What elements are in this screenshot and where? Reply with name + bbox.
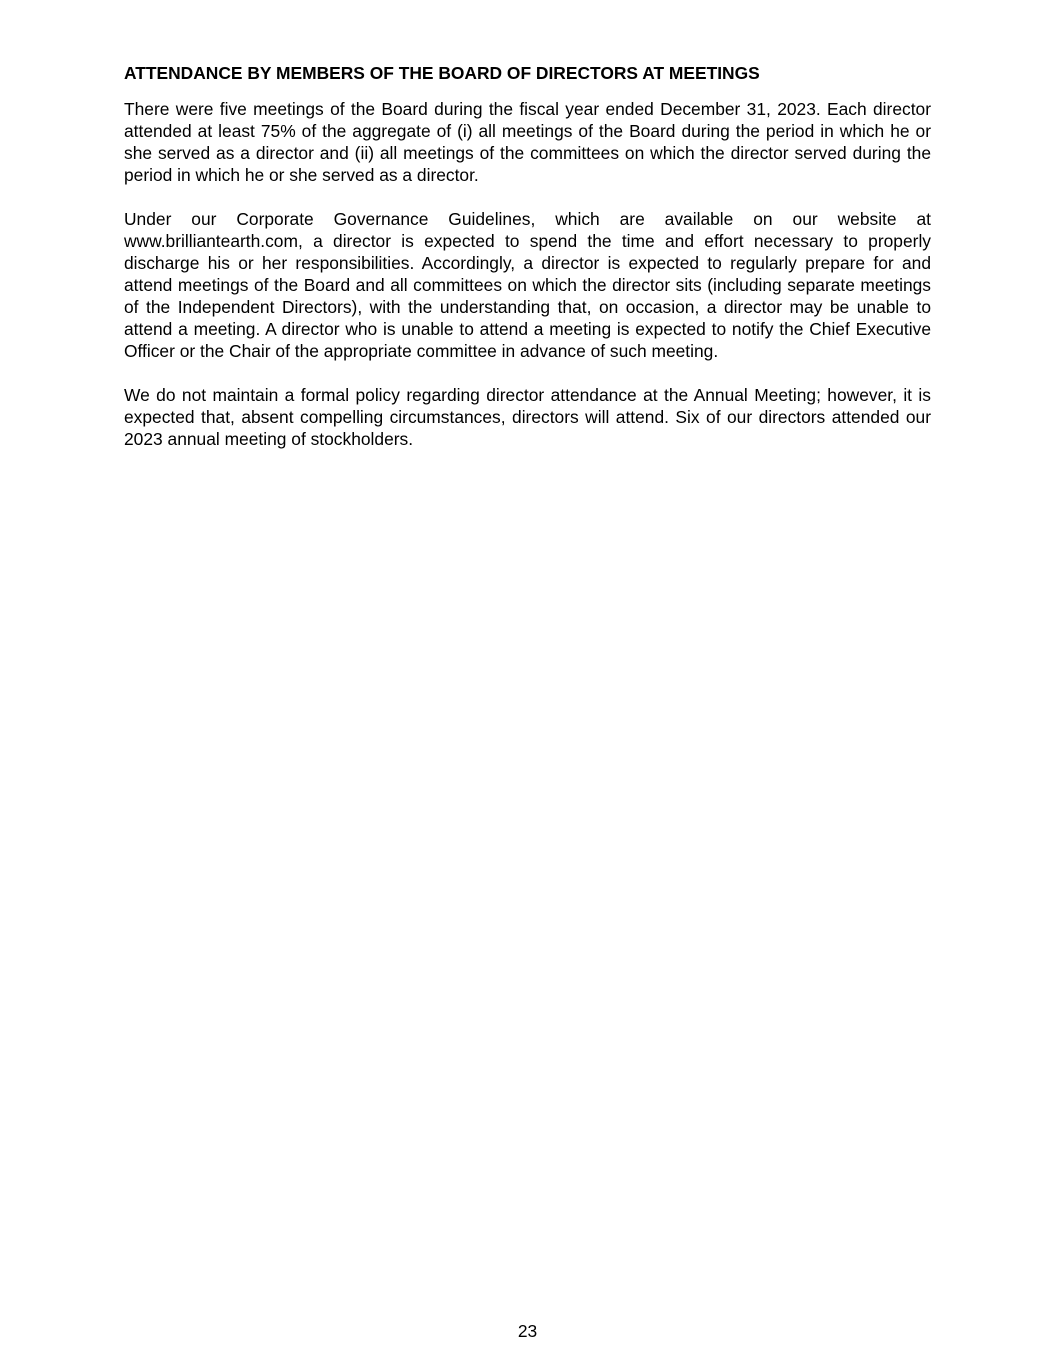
paragraph-board-meetings: There were five meetings of the Board during the fiscal year ended December 31, 2023. Each director attended at least 75% of the aggregate of (i) all meetings of the Board during the period in which he or she served as a director and (ii) all meetings of the committees on which the director served during the period in which he or she served as a director. <box>124 99 931 185</box>
document-page <box>124 62 931 472</box>
paragraph-governance-guidelines: Under our Corporate Governance Guidelines, which are available on our website at www.brilliantearth.com, a director is expected to spend the time and effort necessary to properly discharge his or her responsibilities. Accordingly, a director is expected to regularly prepare for and attend meetings of the Board and all committees on which the director sits (including separate meetings of the Independent Directors), with the understanding that, on occasion, a director may be unable to attend a meeting. A director who is unable to attend a meeting is expected to notify the Chief Executive Officer or the Chair of the appropriate committee in advance of such meeting. <box>124 209 931 361</box>
page-number: 23 <box>517 1321 538 1341</box>
section-heading: ATTENDANCE BY MEMBERS OF THE BOARD OF DIRECTORS AT MEETINGS <box>124 63 760 83</box>
paragraph-annual-meeting-attendance: We do not maintain a formal policy regarding director attendance at the Annual Meeting; however, it is expected that, absent compelling circumstances, directors will attend. Six of our directors attended our 2023 annual meeting of stockholders. <box>124 385 931 449</box>
